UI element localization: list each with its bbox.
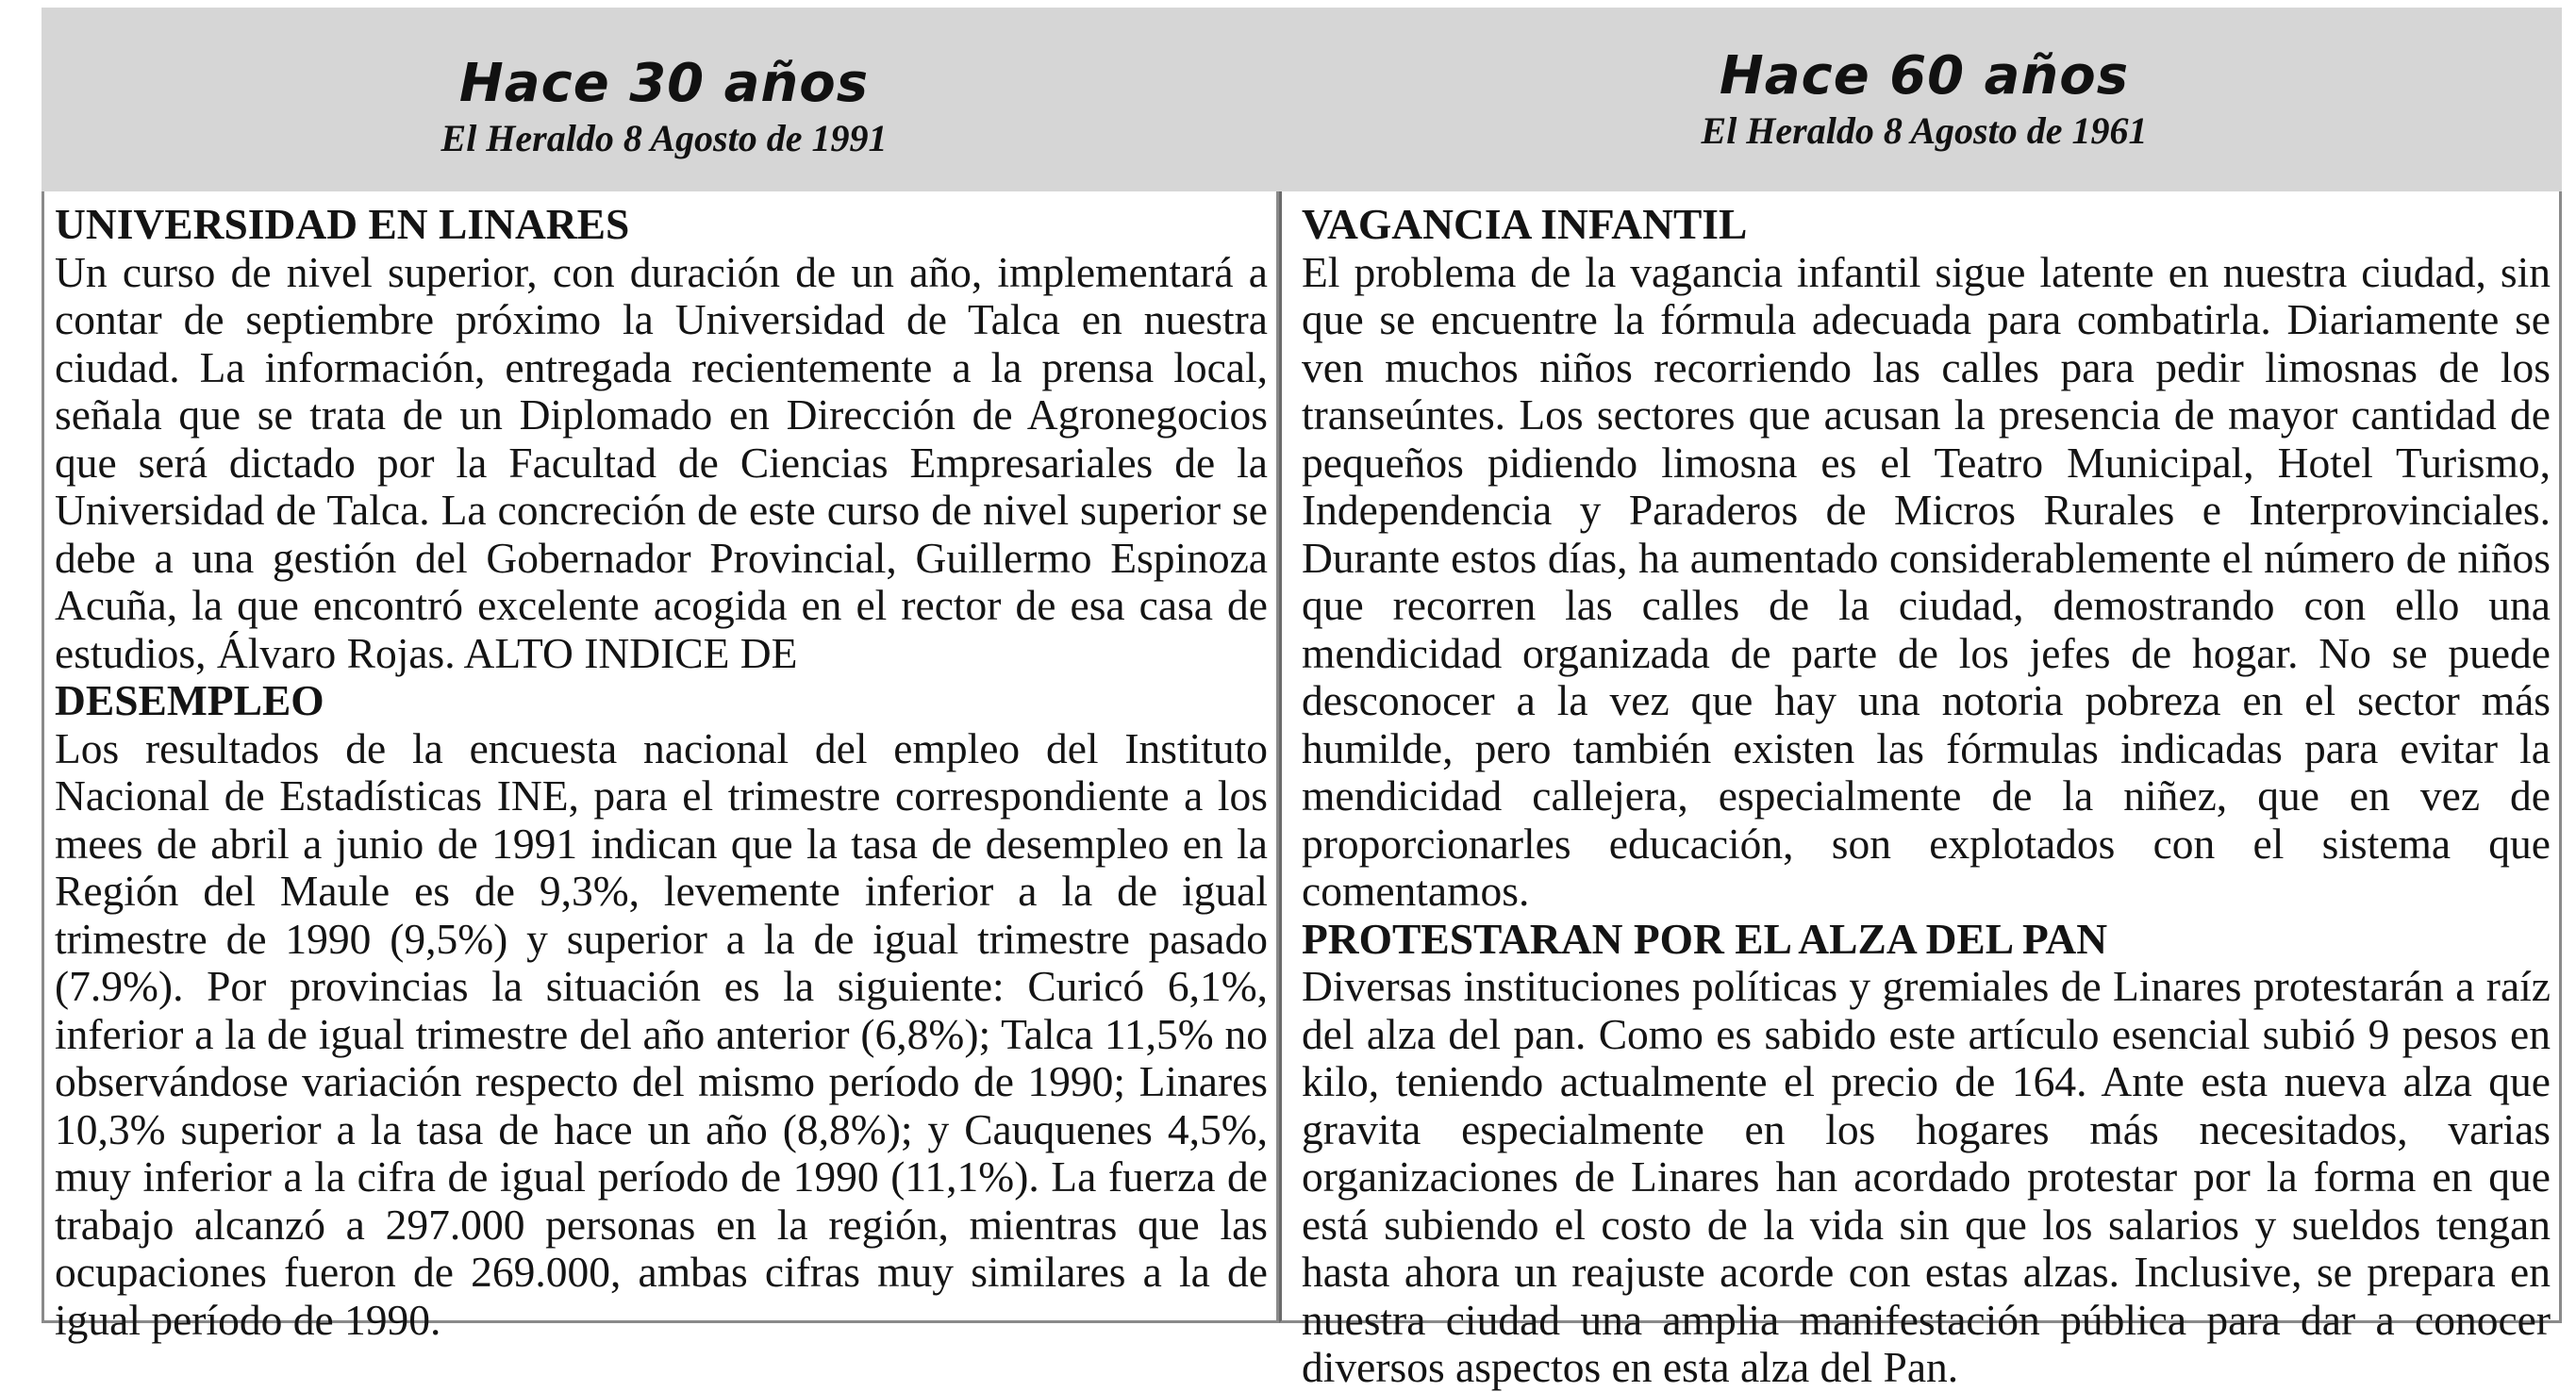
article-body: Los resultados de la encuesta nacional del empleo del Instituto Nacional de Estadísticas INE, para el trimestre correspondiente a los mees de abril a junio de 1991 indican que la tasa de desempleo en la Región del Maule es de 9,3%, levemente inferior a la de igual trimestre de 1990 (9,5%) y superior a la de igual trimestre pasado (7.9%). Por provincias la situación es la siguiente: Curicó 6,1%, inferior a la de igual trimestre del año anterior (6,8%); Talca 11,5% no observándose variación respecto del mismo período de 1990; Linares 10,3% superior a la tasa de hace un año (8,8%); y Cauquenes 4,5%, muy inferior a la cifra de igual período de 1990 (11,1%). La fuerza de trabajo alcanzó a 297.000 personas en la región, mientras que las ocupaciones fueron de 269.000, ambas cifras muy similares a la de igual período de 1990. xyxy=(55,723,1268,1344)
article-body-text: Un curso de nivel superior, con duración de un año, implementará a contar de septiembre próximo la Universidad de Talca en nuestra ciudad. La información, entregada recientemente a la prensa local, señala que se trata de un Diplomado en Dirección de Agronegocios que será dictado por la Facultad de Ciencias Empresariales de la Universidad de Talca. La concreción de este curso de nivel superior se debe a una gestión del Gobernador Provincial, Guillermo Espinoza Acuña, la que encontró excelente acogida en el rector de esa casa de estudios, Álvaro Rojas. xyxy=(55,247,1268,677)
header-band xyxy=(42,8,2562,191)
article-body: El problema de la vagancia infantil sigue latente en nuestra ciudad, sin que se encuentre la fórmula adecuada para combatirla. Diariamente se ven muchos niños recorriendo las calles para pedir limosnas de los transeúntes. Los sectores que acusan la presencia de mayor cantidad de pequeños pidiendo limosna es el Teatro Municipal, Hotel Turismo, Independencia y Paraderos de Micros Rurales e Interprovinciales. Durante estos días, ha aumentado considerablemente el número de niños que recorren las calles de la ciudad, demostrando con ello una mendicidad organizada de parte de los jefes de hogar. No se puede desconocer a la vez que hay una notoria pobreza en el sector más humilde, pero también existen las fórmulas indicadas para evitar la mendicidad callejera, especialmente de la niñez, que en vez de proporcionarles educación, son explotados con el sistema que comentamos. xyxy=(1302,247,2551,915)
right-column-title: Hace 60 años xyxy=(1719,45,2130,107)
right-header xyxy=(1287,8,2562,191)
left-header xyxy=(42,8,1287,191)
left-column-subtitle: El Heraldo 8 Agosto de 1991 xyxy=(440,117,888,159)
right-column-subtitle: El Heraldo 8 Agosto de 1961 xyxy=(1701,109,2148,152)
article-body: Diversas instituciones políticas y gremiales de Linares protestarán a raíz del alza del pan. Como es sabido este artículo esencial subió 9 pesos en kilo, teniendo actualmente el precio de 164. Ante esta nueva alza que gravita especialmente en los hogares más necesitados, varias organizaciones de Linares han acordado protestar por la forma en que está subiendo el costo de la vida sin que los salarios y sueldos tengan hasta ahora un reajuste acorde con estas alzas. Inclusive, se prepara en nuestra ciudad una amplia manifestación pública para dar a conocer diversos aspectos en esta alza del Pan. xyxy=(1302,962,2551,1391)
article-body xyxy=(55,249,1268,678)
article-headline: UNIVERSIDAD EN LINARES xyxy=(55,200,630,248)
article-headline: DESEMPLEO xyxy=(55,676,324,724)
article-headline: VAGANCIA INFANTIL xyxy=(1302,200,1748,248)
left-column-title: Hace 30 años xyxy=(458,53,870,114)
left-column-text xyxy=(55,201,1268,1344)
right-column-text xyxy=(1302,201,2551,1392)
newspaper-clipping xyxy=(42,8,2562,1391)
article-headline: PROTESTARAN POR EL ALZA DEL PAN xyxy=(1302,914,2108,963)
article-trailing-text: ALTO INDICE DE xyxy=(463,628,798,677)
